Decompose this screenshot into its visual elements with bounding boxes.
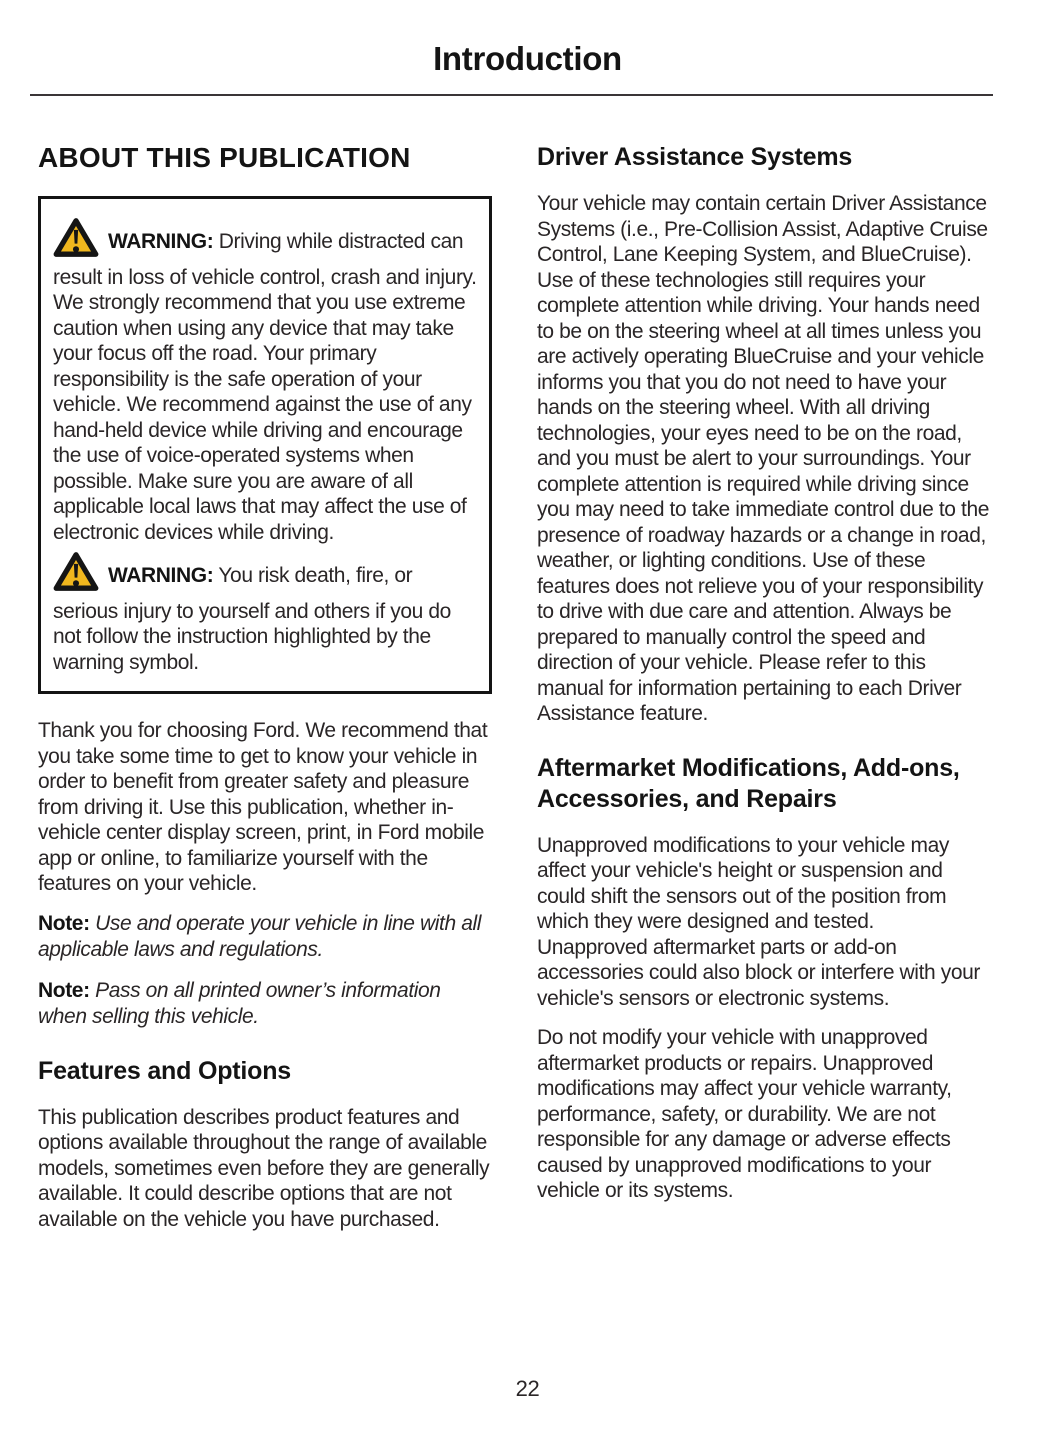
- sub-heading-aftermarket-modifications: Aftermarket Modifications, Add-ons, Accessories, and Repairs: [537, 753, 960, 813]
- warning-text: Driving while distracted can result in loss of vehicle control, crash and injury. We strongly recommend that you use extreme caution when using any device that may take your focus off the road. Your primary responsibility is the safe operation of your vehicle. We recommend against the use of any hand-held device while driving and encourage the use of voice-operated systems when possible. Make sure you are aware of all applicable local laws that may affect the use of electronic devices while driving.: [53, 230, 477, 544]
- intro-paragraph: Thank you for choosing Ford. We recommend that you take some time to get to know your vehicle in order to benefit from greater safety and pleasure from driving it. Use this publication, whether in-vehicle center display screen, print, in Ford mobile app or online, to familiarize yourself with the features on your vehicle.: [38, 719, 488, 895]
- sub-heading-driver-assistance-systems: Driver Assistance Systems: [537, 143, 853, 171]
- note-label: Note:: [38, 911, 90, 935]
- warning-box: [38, 196, 492, 694]
- warning-triangle-icon: [53, 217, 99, 265]
- sub-heading-features-and-options: Features and Options: [38, 1056, 291, 1085]
- page-header: [0, 0, 1055, 96]
- note-paragraph: [38, 911, 492, 963]
- note-text: Use and operate your vehicle in line with all applicable laws and regulations.: [38, 911, 482, 961]
- two-column-layout: [38, 142, 1055, 1246]
- warning-paragraph: [53, 217, 477, 545]
- aftermarket-paragraph: Unapproved modifications to your vehicle may affect your vehicle's height or suspension and could shift the sensors out of the position from which they were designed and tested. Unapproved aftermarket parts or add-on accessories could also block or interfere with your vehicle's sensors or electronic systems.: [537, 833, 980, 1010]
- warning-label: WARNING:: [108, 230, 214, 253]
- right-column: [537, 142, 989, 1246]
- warning-label: WARNING:: [108, 564, 214, 587]
- features-paragraph: This publication describes product features and options available throughout the range of available models, sometimes even before they are generally available. It could describe options that are not available on the vehicle you have purchased.: [38, 1105, 490, 1231]
- title-divider: [30, 94, 993, 96]
- driver-assistance-paragraph: Your vehicle may contain certain Driver Assistance Systems (i.e., Pre-Collision Assist, Adaptive Cruise Control, Lane Keeping System, and BlueCruise). Use of these technologies still requires your complete attention while driving. Your hands need to be on the steering wheel at all times unless you are actively operating BlueCruise and your vehicle informs you that you do not need to have your hands on the steering wheel. With all driving technologies, your eyes need to be on the road, and you must be alert to your surroundings. Your complete attention is required while driving since you may need to take immediate control due to the presence of roadway hazards or a change in road, weather, or lighting conditions. Use of these features does not relieve you of your responsibility to drive with due care and attention. Always be prepared to manually control the speed and direction of your vehicle. Please refer to this manual for information pertaining to each Driver Assistance feature.: [537, 192, 990, 725]
- left-column: [38, 142, 492, 1246]
- aftermarket-paragraph: Do not modify your vehicle with unapproved aftermarket products or repairs. Unapproved modifications may affect your vehicle warranty, performance, safety, or durability. We are not responsible for any damage or adverse effects caused by unapproved modifications to your vehicle or its systems.: [537, 1026, 952, 1202]
- warning-text: You risk death, fire, or serious injury to yourself and others if you do not follow the instruction highlighted by the warning symbol.: [53, 564, 451, 674]
- warning-triangle-icon: [53, 551, 99, 599]
- note-label: Note:: [38, 978, 90, 1002]
- section-heading-about-this-publication: ABOUT THIS PUBLICATION: [38, 142, 411, 173]
- page-footer: [0, 1376, 1055, 1402]
- warning-paragraph: [53, 551, 477, 675]
- note-paragraph: [38, 978, 492, 1030]
- page-number: 22: [515, 1376, 540, 1401]
- page-title: Introduction: [433, 40, 622, 77]
- note-text: Pass on all printed owner’s information when selling this vehicle.: [38, 978, 441, 1028]
